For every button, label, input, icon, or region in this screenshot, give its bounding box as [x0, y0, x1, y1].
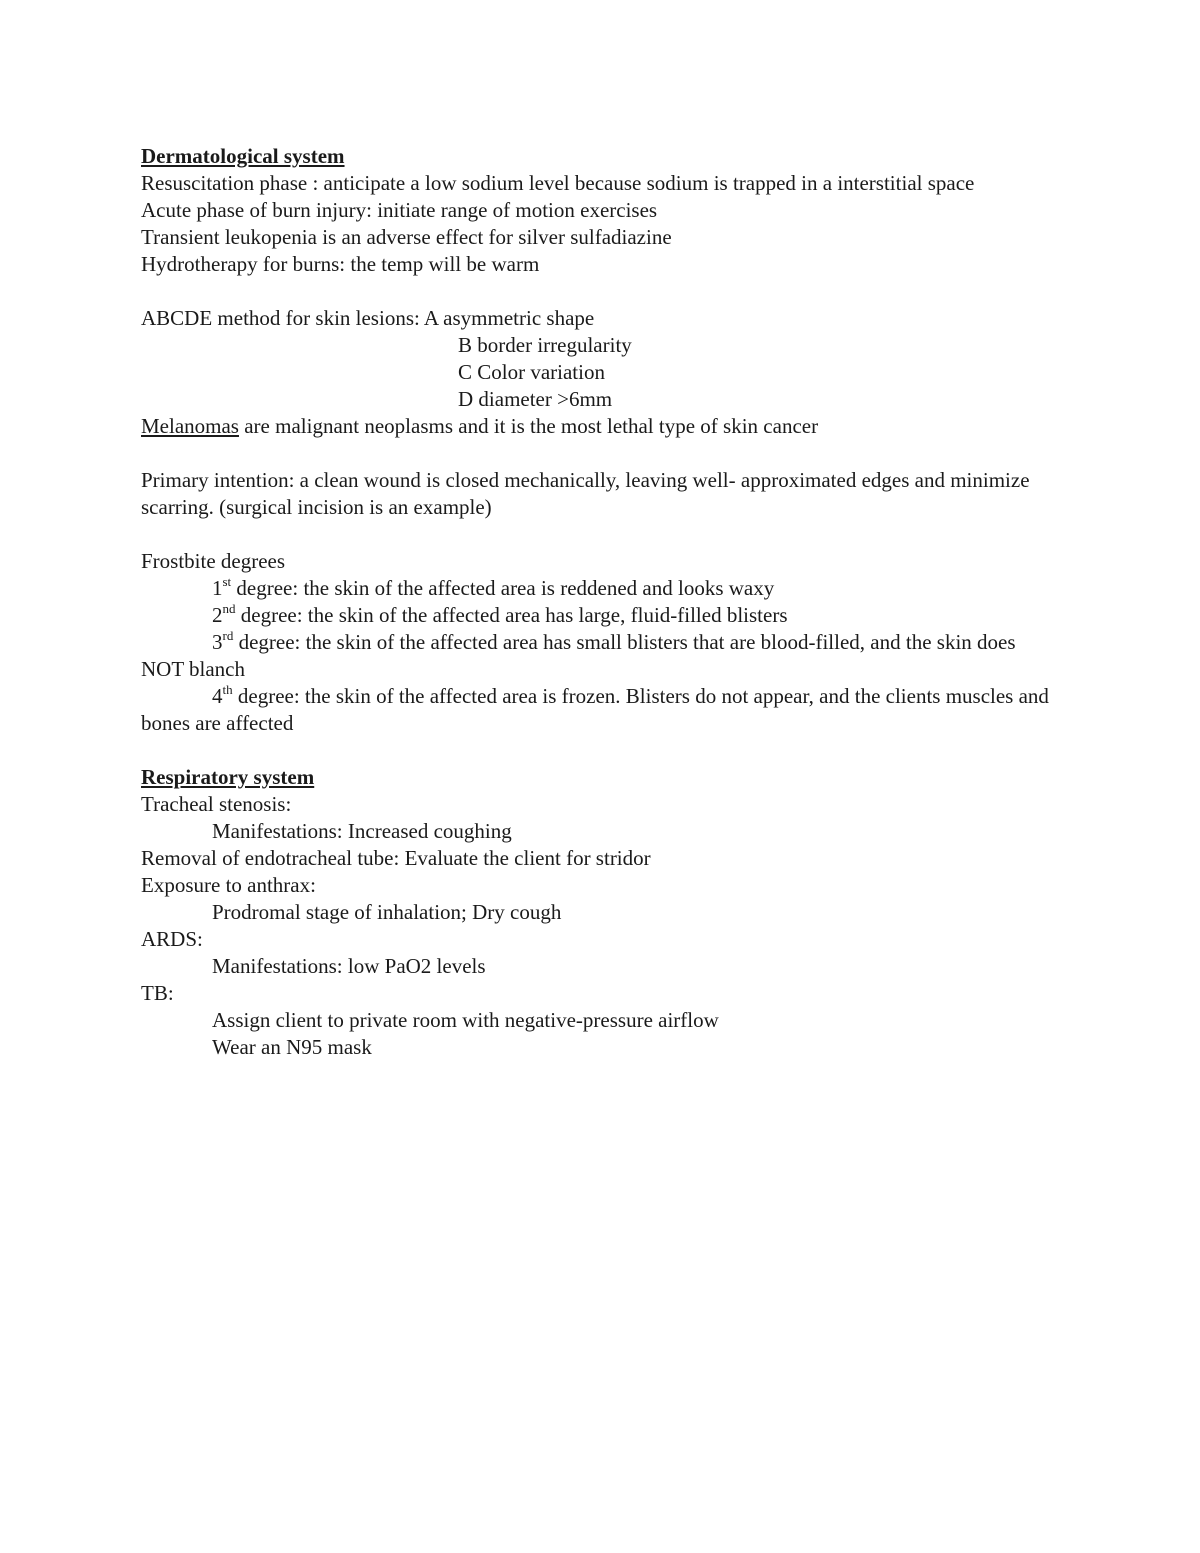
ards-label: ARDS:	[141, 927, 203, 951]
leukopenia-note: Transient leukopenia is an adverse effect for silver sulfadiazine	[141, 225, 672, 249]
degree-suffix: rd	[222, 628, 234, 643]
abcde-a: A asymmetric shape	[423, 306, 595, 330]
degree-suffix: nd	[222, 601, 236, 616]
hydrotherapy-note: Hydrotherapy for burns: the temp will be warm	[141, 252, 540, 276]
abcde-line-a	[141, 305, 1061, 332]
degree-text: degree: the skin of the affected area has small blisters that are blood-filled, and the skin does NOT blanch	[141, 630, 1016, 681]
melanoma-rest: are malignant neoplasms and it is the most lethal type of skin cancer	[238, 414, 819, 438]
abcde-label: ABCDE method for skin lesions:	[141, 306, 424, 330]
frostbite-degree-2	[141, 602, 1061, 629]
document-body	[141, 143, 1061, 1061]
ards-manifestations: Manifestations: low PaO2 levels	[212, 954, 486, 978]
abcde-d: D diameter >6mm	[458, 387, 613, 411]
degree-text: degree: the skin of the affected area is reddened and looks waxy	[231, 576, 775, 600]
frostbite-degree-1	[141, 575, 1061, 602]
tb-mask: Wear an N95 mask	[212, 1035, 372, 1059]
melanoma-note	[141, 413, 1061, 440]
tb-private-room: Assign client to private room with negative-pressure airflow	[212, 1008, 719, 1032]
abcde-b: B border irregularity	[458, 333, 632, 357]
frostbite-title: Frostbite degrees	[141, 549, 286, 573]
degree-number: 3	[212, 630, 223, 654]
melanoma-term: Melanomas	[141, 414, 239, 438]
degree-number: 2	[212, 603, 223, 627]
tracheal-manifestations: Manifestations: Increased coughing	[212, 819, 512, 843]
endotracheal-removal: Removal of endotracheal tube: Evaluate the client for stridor	[141, 846, 651, 870]
degree-number: 1	[212, 576, 223, 600]
degree-text: degree: the skin of the affected area is frozen. Blisters do not appear, and the clients muscles and bones are affected	[141, 684, 1049, 735]
frostbite-degree-4	[141, 683, 1061, 737]
degree-number: 4	[212, 684, 223, 708]
primary-intention-note: Primary intention: a clean wound is closed mechanically, leaving well- approximated edges and minimize scarring. (surgical incision is an example)	[141, 468, 1030, 519]
anthrax-detail: Prodromal stage of inhalation; Dry cough	[212, 900, 562, 924]
spacer	[141, 440, 1061, 467]
degree-text: degree: the skin of the affected area has large, fluid-filled blisters	[235, 603, 788, 627]
acute-phase-note: Acute phase of burn injury: initiate range of motion exercises	[141, 198, 658, 222]
spacer	[141, 521, 1061, 548]
resuscitation-note: Resuscitation phase : anticipate a low sodium level because sodium is trapped in a interstitial space	[141, 171, 975, 195]
spacer	[141, 278, 1061, 305]
frostbite-degree-3	[141, 629, 1061, 683]
anthrax-exposure: Exposure to anthrax:	[141, 873, 316, 897]
respiratory-heading: Respiratory system	[141, 765, 315, 789]
degree-suffix: st	[222, 574, 232, 589]
tb-label: TB:	[141, 981, 174, 1005]
tracheal-stenosis: Tracheal stenosis:	[141, 792, 292, 816]
dermatological-heading: Dermatological system	[141, 144, 345, 168]
degree-suffix: th	[222, 682, 233, 697]
abcde-c: C Color variation	[458, 360, 605, 384]
spacer	[141, 737, 1061, 764]
